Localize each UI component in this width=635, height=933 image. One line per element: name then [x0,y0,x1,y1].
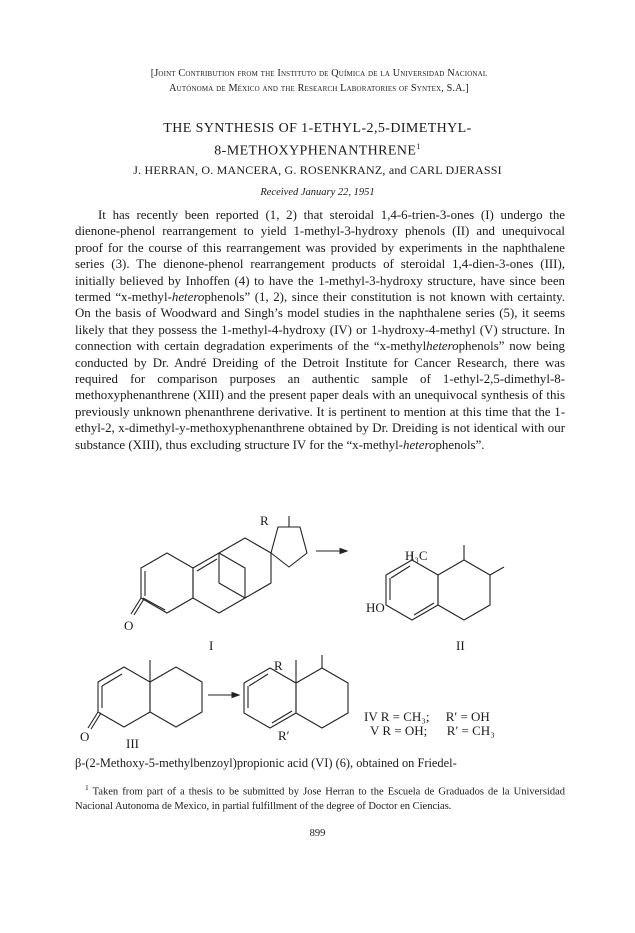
arrowhead-III-to-IV [232,693,239,698]
body-italic-1: hetero [171,290,205,305]
received-date: Received January 22, 1951 [260,187,375,198]
affiliation-line-1: [Joint Contribution from the Instituto de Química de la Universidad Nacional [150,68,488,79]
substituent-O-I: O [124,618,134,633]
footnote-mark: 1 [85,783,89,792]
body-text-4: phenols”. [435,437,485,452]
substituent-R-top: R [260,513,269,528]
substituent-R-IVV: R [274,658,283,673]
reaction-arrows [208,549,347,698]
legend-V: V R = OH; R′ = CH₃ [370,723,495,738]
title-footnote-mark: 1 [416,142,421,151]
body-text-3: phenols” now being conducted by Dr. André Dreiding of the Detroit Institute for Cancer Research, there was required for comparison purposes an authentic sample of 1-ethyl-2,5-dimethyl-8-methoxyphenanthrene (XIII) and the present paper deals with an unequivocal synthesis of this previously unknown phenanthrene derivative. It is pertinent to mention at this time that the 1-ethyl-2, x-dimethyl-y-methoxyphenanthrene obtained by Dr. Dreiding is not identical with our substance (XIII), thus excluding structure IV for the “x-methyl- [75,339,565,452]
structure-I [131,516,307,615]
arrowhead-I-to-II [340,549,347,554]
body-text-1: It has recently been reported (1, 2) that steroidal 1,4-6-trien-3-ones (I) undergo the dienone-phenol rearrangement to yield 1-methyl-3-hydroxy phenols (II) and unequivocal proof for the course of this rearrangement was provided by experiments in the naphthalene series (3). The dienone-phenol rearrangement products of steroidal 1,4-dien-3-ones (III), initially believed by Inhoffen (4) to have the 1-methyl-3-hydroxy structure, have since been termed “x-methyl- [75,208,565,305]
structure-III [88,660,202,729]
author-list: J. HERRAN, O. MANCERA, G. ROSENKRANZ, and CARL DJERASSI [133,163,502,177]
legend-IV: IV R = CH₃; R′ = OH [364,709,490,724]
body-italic-3: hetero [403,437,436,452]
page-number: 899 [309,828,326,839]
footnote [75,781,565,814]
substituent-H3C: H₃C [405,548,428,563]
body-italic-2: hetero [426,339,459,354]
body-text-2: phenols” (1, 2), since their constitution is not known with certainty. On the basis of Woodward and Singh’s model studies in the naphthalene series (5), it seems likely that they possess the 1-methyl-4-hydroxy (IV) or 1-hydroxy-4-methyl (V) structure. In connection with certain degradation experiments of the “x-methyl [75,290,565,354]
compound-label-II: II [456,638,465,653]
title-line-2-text: 8-METHOXYPHENANTHRENE [214,143,417,159]
substituent-R-prime: R′ [278,728,290,743]
compound-label-I: I [209,638,214,653]
compound-label-III: III [126,736,139,751]
substituent-HO: HO [366,600,385,615]
substituent-O-III: O [80,729,90,744]
structure-IV-V [244,655,348,728]
continued-text: β-(2-Methoxy-5-methylbenzoyl)propionic acid (VI) (6), obtained on Friedel- [75,756,457,770]
title-line-1: THE SYNTHESIS OF 1-ETHYL-2,5-DIMETHYL- [163,121,472,136]
structure-II [386,545,504,620]
footnote-text: Taken from part of a thesis to be submitted by Jose Herran to the Escuela de Graduados de la Universidad Nacional Autonoma de Mexico, in partial fulfillment of the degree of Doctor en Ciencias. [75,786,565,812]
affiliation-line-2: Autónoma de México and the Research Laboratories of Syntex, S.A.] [169,83,469,94]
